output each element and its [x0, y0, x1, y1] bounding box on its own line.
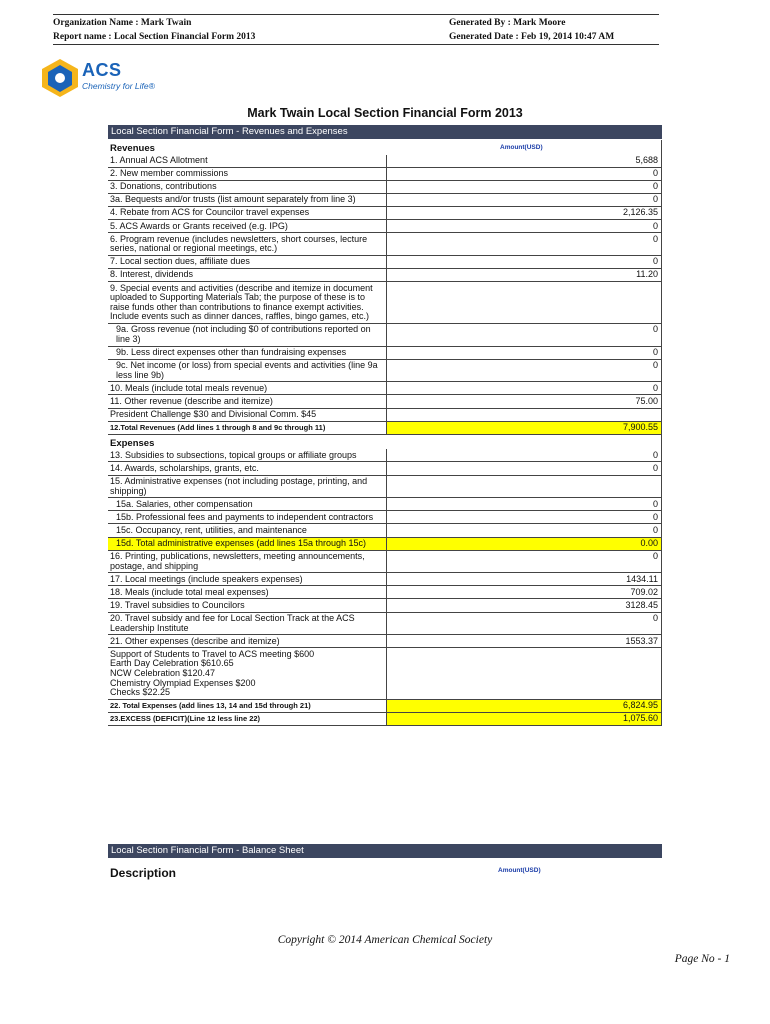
row-value: 6,824.95 [386, 700, 661, 713]
logo-text: ACS [82, 60, 122, 80]
row-value: 7,900.55 [386, 422, 661, 435]
table-row [108, 233, 661, 256]
table-row [108, 324, 661, 347]
row-label: 5. ACS Awards or Grants received (e.g. IPG) [108, 220, 386, 233]
row-label: 9c. Net income (or loss) from special events and activities (line 9a less line 9b) [108, 360, 386, 383]
row-label: 9a. Gross revenue (not including $0 of contributions reported on line 3) [108, 324, 386, 347]
row-label: President Challenge $30 and Divisional Comm. $45 [108, 409, 386, 422]
table-row [108, 648, 661, 699]
table-row [108, 613, 661, 636]
table-row [108, 713, 661, 726]
generated-by: Generated By : Mark Moore [449, 17, 566, 28]
row-label: 3. Donations, contributions [108, 181, 386, 194]
row-value: 0 [386, 347, 661, 360]
table-row [108, 395, 661, 408]
page-title: Mark Twain Local Section Financial Form 2013 [247, 106, 523, 120]
expenses-heading: Expenses [110, 437, 155, 449]
row-value [386, 476, 661, 499]
row-label: 15. Administrative expenses (not including postage, printing, and shipping) [108, 476, 386, 499]
row-label: 22. Total Expenses (add lines 13, 14 and 15d through 21) [108, 700, 386, 713]
table-row [108, 599, 661, 612]
row-value: 0 [386, 181, 661, 194]
row-value [386, 282, 661, 324]
row-label: 4. Rebate from ACS for Councilor travel expenses [108, 207, 386, 220]
row-label: 18. Meals (include total meal expenses) [108, 586, 386, 599]
row-value: 0 [386, 256, 661, 269]
table-row [108, 409, 661, 422]
row-label: 11. Other revenue (describe and itemize) [108, 395, 386, 408]
description-heading: Description [110, 866, 177, 880]
table-row [108, 422, 661, 435]
row-label: 23.EXCESS (DEFICIT)(Line 12 less line 22) [108, 713, 386, 726]
table-row [108, 635, 661, 648]
row-value: 0 [386, 382, 661, 395]
row-value: 0 [386, 233, 661, 256]
row-label: 21. Other expenses (describe and itemize) [108, 635, 386, 648]
balance-amount-header: Amount(USD) [498, 867, 541, 874]
table-row [108, 524, 661, 537]
row-value: 0 [386, 498, 661, 511]
table-row [108, 538, 661, 551]
row-value: 0 [386, 449, 661, 462]
row-value: 0 [386, 324, 661, 347]
generated-date: Generated Date : Feb 19, 2014 10:47 AM [449, 32, 615, 42]
page-number: Page No - 1 [674, 953, 730, 965]
row-label: 14. Awards, scholarships, grants, etc. [108, 462, 386, 475]
row-value: 1553.37 [386, 635, 661, 648]
row-value: 2,126.35 [386, 207, 661, 220]
row-value: 0 [386, 360, 661, 383]
row-value [386, 648, 661, 699]
table-row [108, 181, 661, 194]
table-row [108, 155, 661, 168]
row-label: 13. Subsidies to subsections, topical groups or affiliate groups [108, 449, 386, 462]
row-label: 19. Travel subsidies to Councilors [108, 599, 386, 612]
row-label: 10. Meals (include total meals revenue) [108, 382, 386, 395]
row-label: 15c. Occupancy, rent, utilities, and maintenance [108, 524, 386, 537]
row-value: 0 [386, 168, 661, 181]
row-value: 0.00 [386, 538, 661, 551]
row-value: 0 [386, 194, 661, 207]
row-value: 0 [386, 220, 661, 233]
row-value: 0 [386, 511, 661, 524]
row-label: 15a. Salaries, other compensation [108, 498, 386, 511]
table-row [108, 168, 661, 181]
row-value: 3128.45 [386, 599, 661, 612]
acs-logo [38, 57, 168, 99]
row-value: 5,688 [386, 155, 661, 168]
table-row [108, 360, 661, 383]
table-row [108, 449, 661, 462]
revenues-section-header [108, 140, 661, 155]
row-value: 0 [386, 524, 661, 537]
row-label: 9b. Less direct expenses other than fundraising expenses [108, 347, 386, 360]
row-value: 1,075.60 [386, 713, 661, 726]
logo-tagline: Chemistry for Life® [82, 81, 155, 91]
balance-sheet-band: Local Section Financial Form - Balance Sheet [108, 844, 662, 858]
amount-header: Amount(USD) [500, 144, 543, 151]
table-row [108, 382, 661, 395]
row-label: 3a. Bequests and/or trusts (list amount separately from line 3) [108, 194, 386, 207]
table-row [108, 256, 661, 269]
row-label: 16. Printing, publications, newsletters, meeting announcements, postage, and shipping [108, 551, 386, 574]
row-label: 12.Total Revenues (Add lines 1 through 8 and 9c through 11) [108, 422, 386, 435]
table-row [108, 207, 661, 220]
acs-hexagon-icon [38, 57, 82, 99]
table-row [108, 269, 661, 282]
report-name: Report name : Local Section Financial Form 2013 [53, 32, 256, 42]
table-row [108, 282, 661, 324]
row-value: 0 [386, 462, 661, 475]
table-row [108, 511, 661, 524]
row-label: 7. Local section dues, affiliate dues [108, 256, 386, 269]
table-row [108, 347, 661, 360]
table-row [108, 586, 661, 599]
row-value: 709.02 [386, 586, 661, 599]
row-value: 75.00 [386, 395, 661, 408]
expenses-section-header [108, 435, 661, 450]
row-value: 1434.11 [386, 573, 661, 586]
financial-table [108, 140, 662, 726]
revenues-heading: Revenues [110, 143, 155, 154]
row-label: 15b. Professional fees and payments to independent contractors [108, 511, 386, 524]
table-row [108, 462, 661, 475]
row-label: 6. Program revenue (includes newsletters, short courses, lecture series, national or regional meetings, etc.) [108, 233, 386, 256]
row-label: 20. Travel subsidy and fee for Local Section Track at the ACS Leadership Institute [108, 613, 386, 636]
row-label: 9. Special events and activities (describe and itemize in document uploaded to Supporting Materials Tab; the purpose of these is to raise funds other than contributions to finance exempt activities. Include events such as dinner dances, raffles, bingo games, etc.) [108, 282, 386, 324]
row-value: 0 [386, 613, 661, 636]
row-value [386, 409, 661, 422]
table-row [108, 700, 661, 713]
row-value: 11.20 [386, 269, 661, 282]
row-label: 8. Interest, dividends [108, 269, 386, 282]
copyright: Copyright © 2014 American Chemical Society [277, 934, 493, 946]
row-label: Support of Students to Travel to ACS meeting $600 Earth Day Celebration $610.65 NCW Celebration $120.47 Chemistry Olympiad Expenses $200 Checks $22.25 [108, 648, 386, 699]
table-row [108, 476, 661, 499]
row-value: 0 [386, 551, 661, 574]
table-row [108, 498, 661, 511]
row-label: 1. Annual ACS Allotment [108, 155, 386, 168]
revenues-expenses-band: Local Section Financial Form - Revenues and Expenses [108, 125, 662, 139]
table-row [108, 194, 661, 207]
organization-name: Organization Name : Mark Twain [53, 17, 192, 28]
row-label: 17. Local meetings (include speakers expenses) [108, 573, 386, 586]
table-row [108, 220, 661, 233]
row-label: 15d. Total administrative expenses (add lines 15a through 15c) [108, 538, 386, 551]
table-row [108, 573, 661, 586]
table-row [108, 551, 661, 574]
report-header [53, 14, 659, 45]
row-label: 2. New member commissions [108, 168, 386, 181]
